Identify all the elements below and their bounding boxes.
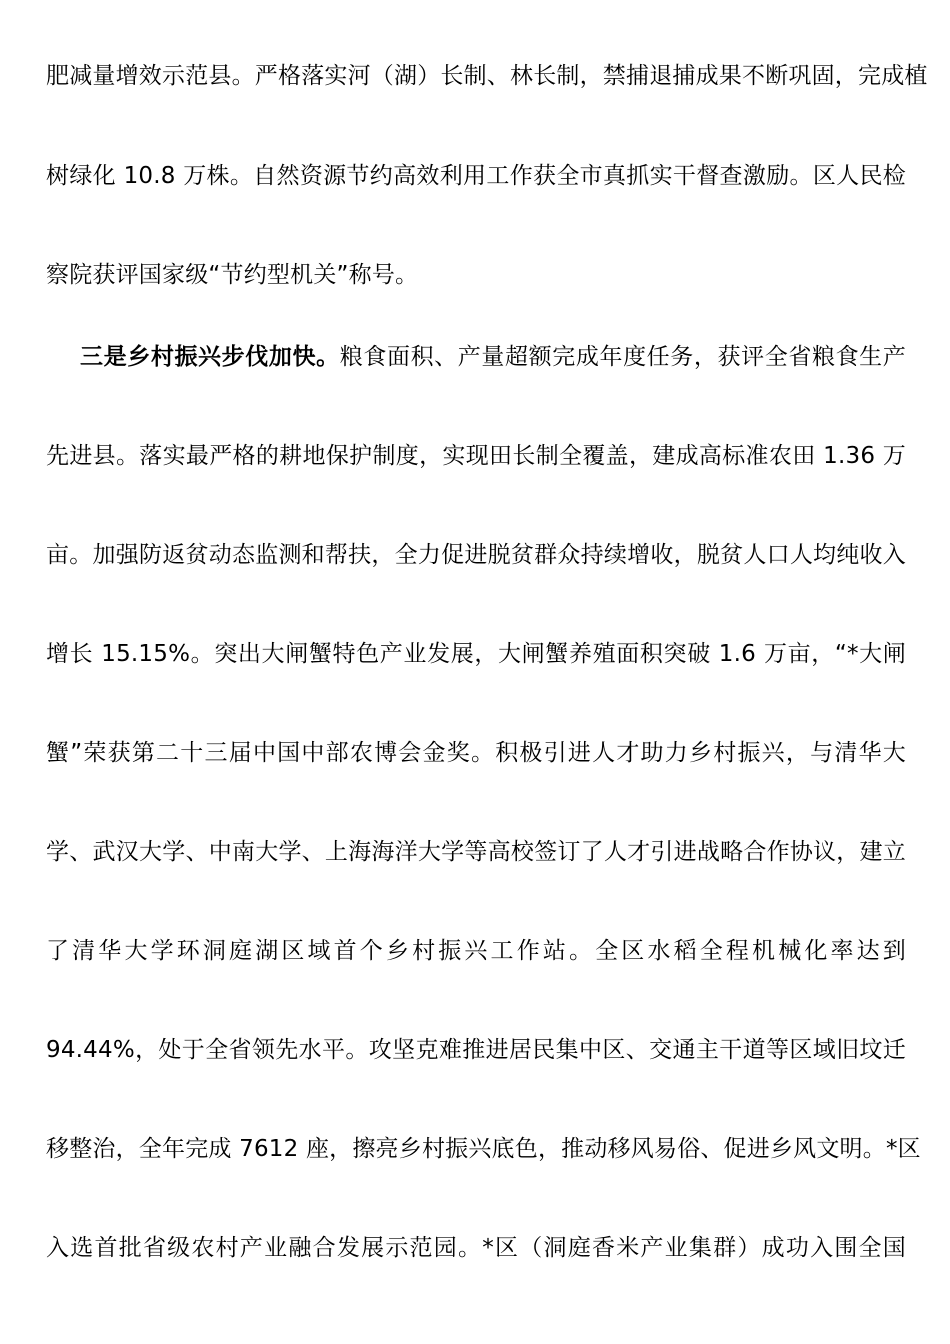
section-paragraph-first-line bbox=[80, 341, 906, 373]
paragraph-line: 了清华大学环洞庭湖区域首个乡村振兴工作站。全区水稻全程机械化率达到 bbox=[46, 938, 906, 964]
paragraph-line: 先进县。落实最严格的耕地保护制度，实现田长制全覆盖，建成高标准农田 1.36 万 bbox=[46, 443, 906, 469]
section-paragraph-text: 粮食面积、产量超额完成年度任务，获评全省粮食生产 bbox=[339, 344, 906, 370]
paragraph-line: 察院获评国家级“节约型机关”称号。 bbox=[46, 262, 419, 288]
paragraph-line: 学、武汉大学、中南大学、上海海洋大学等高校签订了人才引进战略合作协议，建立 bbox=[46, 839, 906, 865]
paragraph-line: 树绿化 10.8 万株。自然资源节约高效利用工作获全市真抓实干督查激励。区人民检 bbox=[46, 163, 906, 189]
paragraph-line: 移整治，全年完成 7612 座，擦亮乡村振兴底色，推动移风易俗、促进乡风文明。*区 bbox=[46, 1136, 921, 1162]
paragraph-line: 亩。加强防返贫动态监测和帮扶，全力促进脱贫群众持续增收，脱贫人口人均纯收入 bbox=[46, 542, 906, 568]
paragraph-line: 94.44%，处于全省领先水平。攻坚克难推进居民集中区、交通主干道等区域旧坟迁 bbox=[46, 1037, 906, 1063]
paragraph-line: 入选首批省级农村产业融合发展示范园。*区（洞庭香米产业集群）成功入围全国 bbox=[46, 1235, 906, 1261]
section-heading: 三是乡村振兴步伐加快。 bbox=[80, 344, 340, 370]
paragraph-line: 增长 15.15%。突出大闸蟹特色产业发展，大闸蟹养殖面积突破 1.6 万亩，“*大闸 bbox=[46, 641, 906, 667]
paragraph-line: 蟹”荣获第二十三届中国中部农博会金奖。积极引进人才助力乡村振兴，与清华大 bbox=[46, 740, 906, 766]
paragraph-line: 肥减量增效示范县。严格落实河（湖）长制、林长制，禁捕退捕成果不断巩固，完成植 bbox=[46, 63, 928, 89]
